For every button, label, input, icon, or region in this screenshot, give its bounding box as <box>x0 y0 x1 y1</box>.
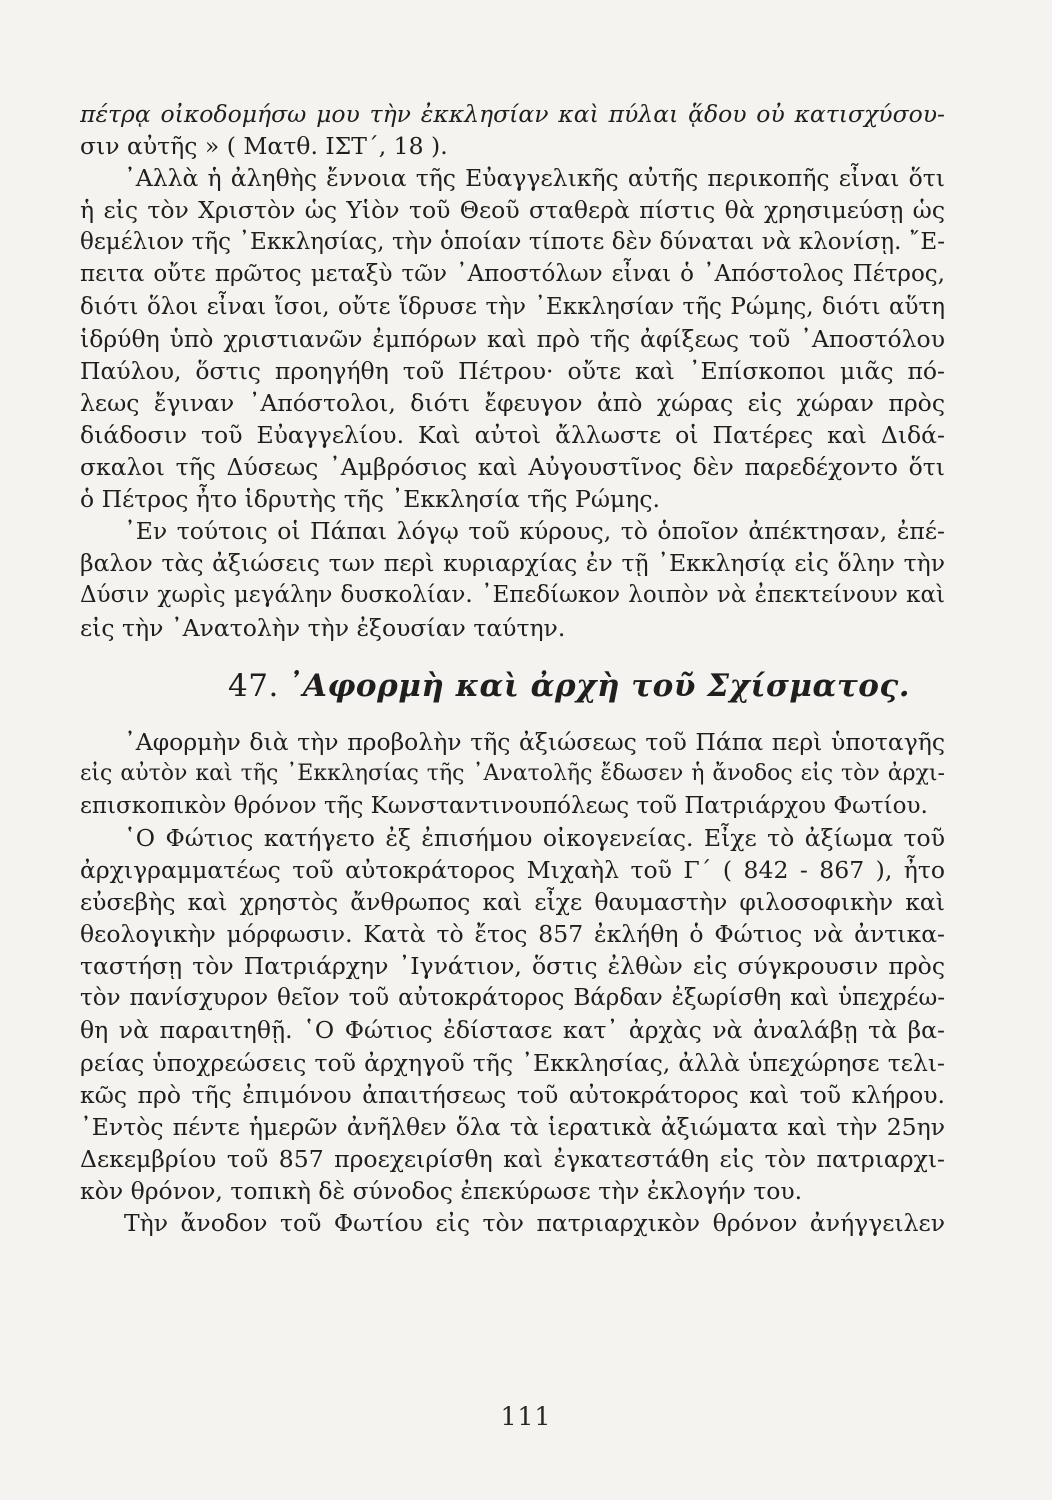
text-line: Δεκεμβρίου τοῦ 857 προεχειρίσθη καὶ ἐγκατεστάθη εἰς τὸν πατριαρχι- <box>80 1144 945 1173</box>
text-line: ᾿Αφορμὴν διὰ τὴν προβολὴν τῆς ἀξιώσεως τοῦ Πάπα περὶ ὑποταγῆς <box>124 727 945 756</box>
section-title: ᾿Αφορμὴ καὶ ἀρχὴ τοῦ Σχίσματος. <box>286 667 911 704</box>
text-line: κὸν θρόνον, τοπικὴ δὲ σύνοδος ἐπεκύρωσε τὴν ἐκλογήν του. <box>80 1176 803 1205</box>
text-line: Τὴν ἄνοδον τοῦ Φωτίου εἰς τὸν πατριαρχικὸν θρόνον ἀνήγγειλεν <box>124 1209 945 1237</box>
text-line: εἰς αὐτὸν καὶ τῆς ᾿Εκκλησίας τῆς ᾿Ανατολῆς ἔδωσεν ἡ ἄνοδος εἰς τὸν ἀρχι- <box>80 760 945 786</box>
paragraph-photios <box>80 822 945 1207</box>
text-line: σιν αὐτῆς » ( Ματθ. ΙΣΤ΄, 18 ). <box>80 132 448 161</box>
text-line: βαλον τὰς ἀξιώσεις των περὶ κυριαρχίας ἐν τῇ ᾿Εκκλησίᾳ εἰς ὅλην τὴν <box>80 549 945 578</box>
text-line: εἰς τὴν ᾿Ανατολὴν τὴν ἐξουσίαν ταύτην. <box>80 613 566 642</box>
paragraph-true-meaning <box>80 162 945 515</box>
text-line: ᾿Εντὸς πέντε ἡμερῶν ἀνῆλθεν ὅλα τὰ ἱερατικὰ ἀξιώματα καὶ τὴν 25ην <box>80 1112 945 1141</box>
text-line: θεμέλιον τῆς ᾿Εκκλησίας, τὴν ὁποίαν τίποτε δὲν δύναται νὰ κλονίσῃ. ῎Ε- <box>80 229 945 256</box>
text-line: ᾿Αλλὰ ἡ ἀληθὴς ἔννοια τῆς Εὐαγγελικῆς αὐτῆς περικοπῆς εἶναι ὅτι <box>124 164 945 193</box>
text-line: πέτρᾳ οἰκοδομήσω μου τὴν ἐκκλησίαν καὶ πύλαι ᾅδου οὐ κατισχύσου- <box>80 100 945 128</box>
text-line: Παύλου, ὅστις προηγήθη τοῦ Πέτρου· οὔτε καὶ ᾿Επίσκοποι μιᾶς πό- <box>80 356 945 385</box>
section-number: 47. <box>228 667 279 704</box>
text-line: ῾Ο Φώτιος κατήγετο ἐξ ἐπισήμου οἰκογενείας. Εἶχε τὸ ἀξίωμα τοῦ <box>124 823 945 852</box>
page-number: 111 <box>500 1402 552 1431</box>
text-line: ἱδρύθη ὑπὸ χριστιανῶν ἐμπόρων καὶ πρὸ τῆς ἀφίξεως τοῦ ᾿Αποστόλου <box>80 324 945 353</box>
text-line: κῶς πρὸ τῆς ἐπιμόνου ἀπαιτήσεως τοῦ αὐτοκράτορος καὶ τοῦ κλήρου. <box>80 1080 945 1109</box>
text-line: εὐσεβὴς καὶ χρηστὸς ἄνθρωπος καὶ εἶχε θαυμαστὴν φιλοσοφικὴν καὶ <box>80 888 945 917</box>
book-page <box>80 98 945 1239</box>
text-line: ἀρχιγραμματέως τοῦ αὐτοκράτορος Μιχαὴλ τοῦ Γ΄ ( 842 - 867 ), ἦτο <box>80 855 945 884</box>
text-line: θη νὰ παραιτηθῇ. ῾Ο Φώτιος ἐδίστασε κατ᾿ ἀρχὰς νὰ ἀναλάβῃ τὰ βα- <box>80 1016 945 1045</box>
paragraph-cause <box>80 726 945 822</box>
paragraph-scripture-quote <box>80 98 945 162</box>
section-heading <box>80 660 945 712</box>
text-line: ᾿Εν τούτοις οἱ Πάπαι λόγῳ τοῦ κύρους, τὸ ὁποῖον ἀπέκτησαν, ἐπέ- <box>124 517 945 546</box>
text-line: ὁ Πέτρος ἦτο ἱδρυτὴς τῆς ᾿Εκκλησία τῆς Ρώμης. <box>80 485 660 514</box>
text-line: επισκοπικὸν θρόνον τῆς Κωνσταντινουπόλεως τοῦ Πατριάρχου Φωτίου. <box>80 792 928 819</box>
text-line: Δύσιν χωρὶς μεγάλην δυσκολίαν. ᾿Επεδίωκον λοιπὸν νὰ ἐπεκτείνουν καὶ <box>80 582 945 609</box>
text-line: ἡ εἰς τὸν Χριστὸν ὡς Υἱὸν τοῦ Θεοῦ σταθερὰ πίστις θὰ χρησιμεύσῃ ὡς <box>80 196 945 225</box>
text-line: λεως ἔγιναν ᾿Απόστολοι, διότι ἔφευγον ἀπὸ χώρας εἰς χώραν πρὸς <box>80 388 945 417</box>
text-line: θεολογικὴν μόρφωσιν. Κατὰ τὸ ἔτος 857 ἐκλήθη ὁ Φώτιος νὰ ἀντικα- <box>80 920 945 949</box>
text-line: ρείας ὑποχρεώσεις τοῦ ἀρχηγοῦ τῆς ᾿Εκκλησίας, ἀλλὰ ὑπεχώρησε τελι- <box>80 1048 945 1077</box>
text-line: διάδοσιν τοῦ Εὐαγγελίου. Καὶ αὐτοὶ ἄλλωστε οἱ Πατέρες καὶ Διδά- <box>80 420 945 449</box>
text-line: πειτα οὔτε πρῶτος μεταξὺ τῶν ᾿Αποστόλων εἶναι ὁ ᾿Απόστολος Πέτρος, <box>80 261 945 288</box>
paragraph-papal-claims <box>80 515 945 643</box>
text-line: διότι ὅλοι εἶναι ἴσοι, οὔτε ἵδρυσε τὴν ᾿Εκκλησίαν τῆς Ρώμης, διότι αὕτη <box>80 293 945 320</box>
text-line: σκαλοι τῆς Δύσεως ᾿Αμβρόσιος καὶ Αὐγουστῖνος δὲν παρεδέχοντο ὅτι <box>80 453 945 482</box>
paragraph-announcement <box>80 1207 945 1239</box>
text-line: ταστήσῃ τὸν Πατριάρχην ᾿Ιγνάτιον, ὅστις ἐλθὼν εἰς σύγκρουσιν πρὸς <box>80 952 945 981</box>
text-line: τὸν πανίσχυρον θεῖον τοῦ αὐτοκράτορος Βάρδαν ἐξωρίσθη καὶ ὑπεχρέω- <box>80 985 945 1012</box>
